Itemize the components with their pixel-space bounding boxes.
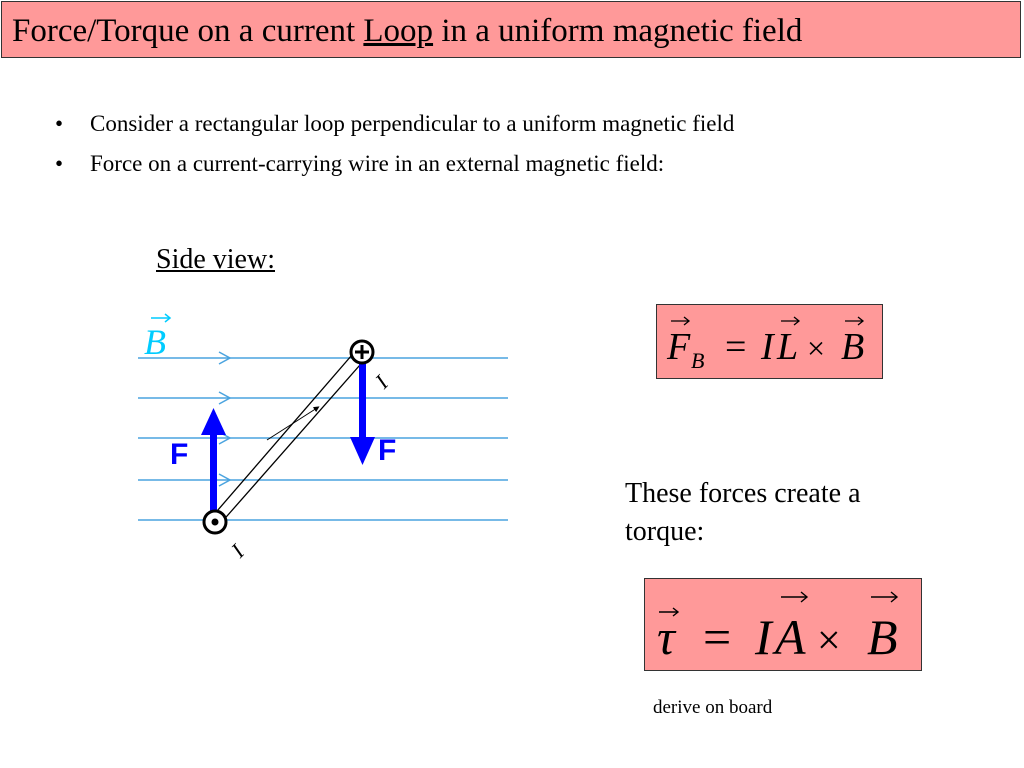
force-arrow-shaft	[210, 432, 217, 520]
bullet-text: Force on a current-carrying wire in an external magnetic field:	[90, 151, 665, 176]
force-arrow-left	[201, 408, 226, 520]
force-equation-box	[656, 304, 883, 379]
title-bar	[1, 1, 1021, 58]
eq2-field: B	[867, 609, 898, 665]
torque-statement: These forces create a torque:	[625, 478, 861, 547]
force-equation	[657, 305, 882, 378]
bullet-marker: •	[55, 151, 64, 176]
bullet-list	[55, 104, 734, 184]
slide-title	[12, 11, 802, 51]
eq1-field: B	[841, 326, 865, 368]
eq2-tau: τ	[657, 609, 675, 665]
b-field-symbol: B	[144, 322, 166, 362]
side-view-label: Side view:	[156, 244, 275, 275]
eq1-lhs-subscript: B	[691, 348, 705, 373]
loop-side-view-diagram	[120, 300, 520, 570]
wire-out-of-page-symbol	[204, 511, 226, 533]
bullet-item	[55, 144, 734, 184]
torque-equation	[645, 579, 921, 670]
force-label-left: F	[170, 438, 189, 471]
force-arrow-head	[350, 437, 375, 465]
bullet-item	[55, 104, 734, 144]
force-arrow-head	[201, 408, 226, 435]
eq1-lhs: F	[667, 326, 691, 368]
force-arrow-shaft	[359, 355, 366, 440]
title-part2: in a uniform magnetic field	[433, 13, 803, 49]
eq1-cross: ×	[807, 330, 826, 366]
loop-edge	[220, 357, 367, 524]
current-label-top: I	[369, 370, 393, 394]
wire-into-page-symbol	[351, 341, 373, 363]
current-direction-arrow	[267, 408, 317, 440]
eq2-area: A	[775, 609, 806, 665]
derive-note: derive on board	[653, 697, 773, 718]
bullet-marker: •	[55, 111, 64, 136]
eq1-current: I	[761, 326, 774, 368]
eq1-length: L	[777, 326, 799, 368]
loop-edge	[211, 348, 358, 518]
eq1-equals: =	[725, 326, 747, 368]
title-underlined-word: Loop	[363, 13, 434, 49]
current-label-bottom: I	[225, 539, 249, 563]
force-label-right: F	[378, 434, 397, 467]
title-part1: Force/Torque on a current	[12, 13, 364, 49]
loop-outline	[211, 348, 367, 524]
torque-equation-box	[644, 578, 922, 671]
eq2-equals: =	[703, 609, 732, 665]
b-field-label	[144, 314, 170, 362]
eq2-current: I	[755, 609, 772, 665]
eq2-cross: ×	[817, 618, 841, 664]
field-lines	[138, 352, 508, 520]
bullet-text: Consider a rectangular loop perpendicular to a uniform magnetic field	[90, 111, 735, 136]
